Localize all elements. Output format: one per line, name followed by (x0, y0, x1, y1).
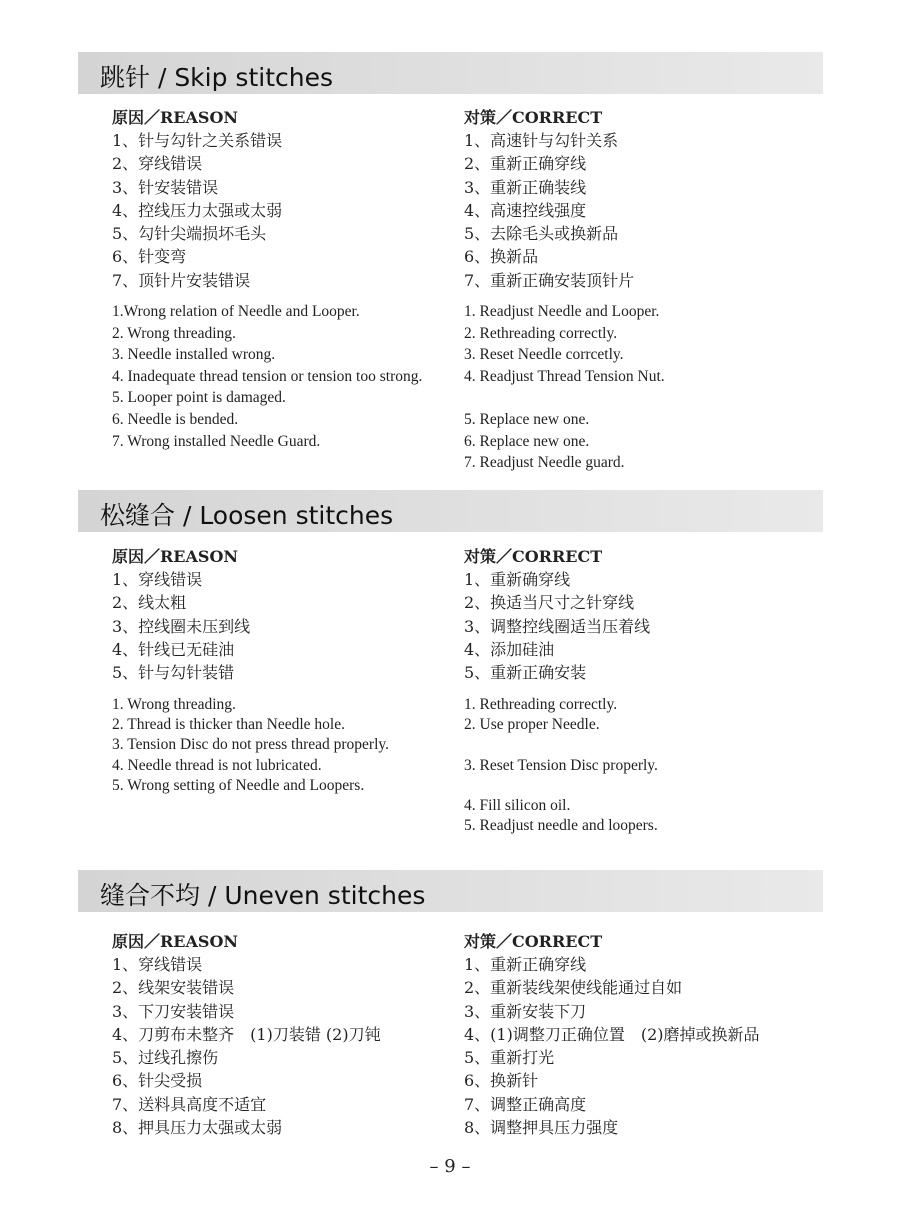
list-item: 6、换新品 (464, 247, 539, 267)
list-item: 1、穿线错误 (112, 570, 203, 589)
list-item: 5. Readjust needle and loopers. (464, 817, 658, 835)
list-item: 5. Replace new one. (464, 410, 590, 428)
reason-english-list (112, 695, 402, 796)
list-item: 4. Inadequate thread tension or tension too strong. (112, 367, 423, 385)
list-item: 4、刀剪布未整齐 (1)刀装错 (2)刀钝 (112, 1024, 381, 1044)
list-item: 8、调整押具压力强度 (464, 1118, 619, 1138)
reason-heading: 原因／REASON (112, 932, 239, 951)
correct-heading: 对策／CORRECT (464, 108, 603, 127)
list-item: 2、换适当尺寸之针穿线 (464, 593, 635, 613)
list-item: 5、去除毛头或换新品 (464, 224, 619, 244)
list-item: 1、高速针与勾针关系 (464, 131, 619, 150)
list-item: 5、过线孔擦伤 (112, 1048, 219, 1068)
list-item: 1. Wrong threading. (112, 696, 236, 713)
list-item: 3、控线圈未压到线 (112, 616, 251, 636)
reason-column (112, 106, 452, 292)
list-item: 6、换新针 (464, 1071, 539, 1091)
list-item: 7、顶针片安装错误 (112, 270, 251, 290)
reason-column (112, 930, 462, 1139)
correct-heading: 对策／CORRECT (464, 547, 603, 566)
correct-english-list (464, 301, 854, 474)
list-item: 2、穿线错误 (112, 154, 203, 174)
section-header-uneven-stitches (78, 870, 823, 912)
list-item: 7. Readjust Needle guard. (464, 454, 625, 472)
section-header-skip-stitches (78, 52, 823, 94)
list-item: 2. Rethreading correctly. (464, 324, 618, 342)
reason-english-list (112, 301, 452, 452)
list-item: 3、重新正确装线 (464, 177, 587, 197)
correct-column (464, 106, 854, 292)
list-item: 8、押具压力太强或太弱 (112, 1118, 283, 1138)
list-item: 4、针线已无硅油 (112, 639, 235, 659)
list-item: 6、针变弯 (112, 247, 187, 267)
list-item: 5、重新正确安装 (464, 663, 587, 683)
list-item: 3、下刀安装错误 (112, 1001, 235, 1021)
list-item: 1. Readjust Needle and Looper. (464, 303, 660, 320)
list-item: 2. Thread is thicker than Needle hole. (112, 716, 345, 734)
list-item: 7. Wrong installed Needle Guard. (112, 432, 321, 450)
list-item: 2、线太粗 (112, 593, 187, 613)
list-item: 4、添加硅油 (464, 639, 555, 659)
list-item: 2、重新装线架使线能通过自如 (464, 978, 683, 998)
list-item: 6. Replace new one. (464, 432, 590, 450)
page-number: – 9 – (429, 1156, 471, 1177)
list-item: 4. Readjust Thread Tension Nut. (464, 367, 665, 385)
list-item: 5、针与勾针装错 (112, 663, 235, 683)
list-item: 2、线架安装错误 (112, 978, 235, 998)
list-item: 3. Needle installed wrong. (112, 346, 276, 364)
list-item: 3. Tension Disc do not press thread properly. (112, 736, 390, 754)
list-item: 7、重新正确安装顶针片 (464, 270, 635, 290)
list-item: 5、重新打光 (464, 1048, 555, 1068)
list-item: 5. Wrong setting of Needle and Loopers. (112, 776, 365, 794)
list-item: 1.Wrong relation of Needle and Looper. (112, 303, 360, 320)
list-item: 4. Fill silicon oil. (464, 796, 571, 814)
correct-column (464, 545, 854, 684)
list-item: 3. Reset Needle corrcetly. (464, 346, 624, 364)
section-title: 缝合不均 / Uneven stitches (100, 881, 426, 910)
reason-column (112, 545, 452, 684)
list-item: 3、调整控线圈适当压着线 (464, 616, 651, 636)
list-item: 7、送料具高度不适宜 (112, 1094, 267, 1114)
list-item: 2. Wrong threading. (112, 324, 236, 342)
list-item: 2、重新正确穿线 (464, 154, 587, 174)
reason-heading: 原因／REASON (112, 108, 239, 127)
correct-english-list (464, 695, 854, 836)
list-item: 4、(1)调整刀正确位置 (2)磨掉或换新品 (464, 1024, 760, 1044)
list-item: 2. Use proper Needle. (464, 716, 600, 734)
list-item: 4、控线压力太强或太弱 (112, 200, 283, 220)
correct-heading: 对策／CORRECT (464, 932, 603, 951)
list-item: 1、针与勾针之关系错误 (112, 131, 283, 150)
list-item: 1、重新确穿线 (464, 570, 571, 589)
reason-heading: 原因／REASON (112, 547, 239, 566)
list-item: 3、重新安装下刀 (464, 1001, 587, 1021)
list-item: 1. Rethreading correctly. (464, 696, 618, 713)
list-item: 1、穿线错误 (112, 955, 203, 974)
list-item: 4、高速控线强度 (464, 200, 587, 220)
correct-column (464, 930, 854, 1139)
list-item: 1、重新正确穿线 (464, 955, 587, 974)
list-item: 3、针安装错误 (112, 177, 219, 197)
list-item: 4. Needle thread is not lubricated. (112, 756, 322, 774)
section-header-loosen-stitches (78, 490, 823, 532)
list-item: 6. Needle is bended. (112, 410, 239, 428)
list-item: 6、针尖受损 (112, 1071, 203, 1091)
section-title: 松缝合 / Loosen stitches (100, 501, 394, 530)
list-item: 5、勾针尖端损坏毛头 (112, 224, 267, 244)
list-item: 7、调整正确高度 (464, 1094, 587, 1114)
list-item: 5. Looper point is damaged. (112, 389, 286, 407)
list-item: 3. Reset Tension Disc properly. (464, 756, 658, 774)
section-title: 跳针 / Skip stitches (100, 63, 333, 92)
